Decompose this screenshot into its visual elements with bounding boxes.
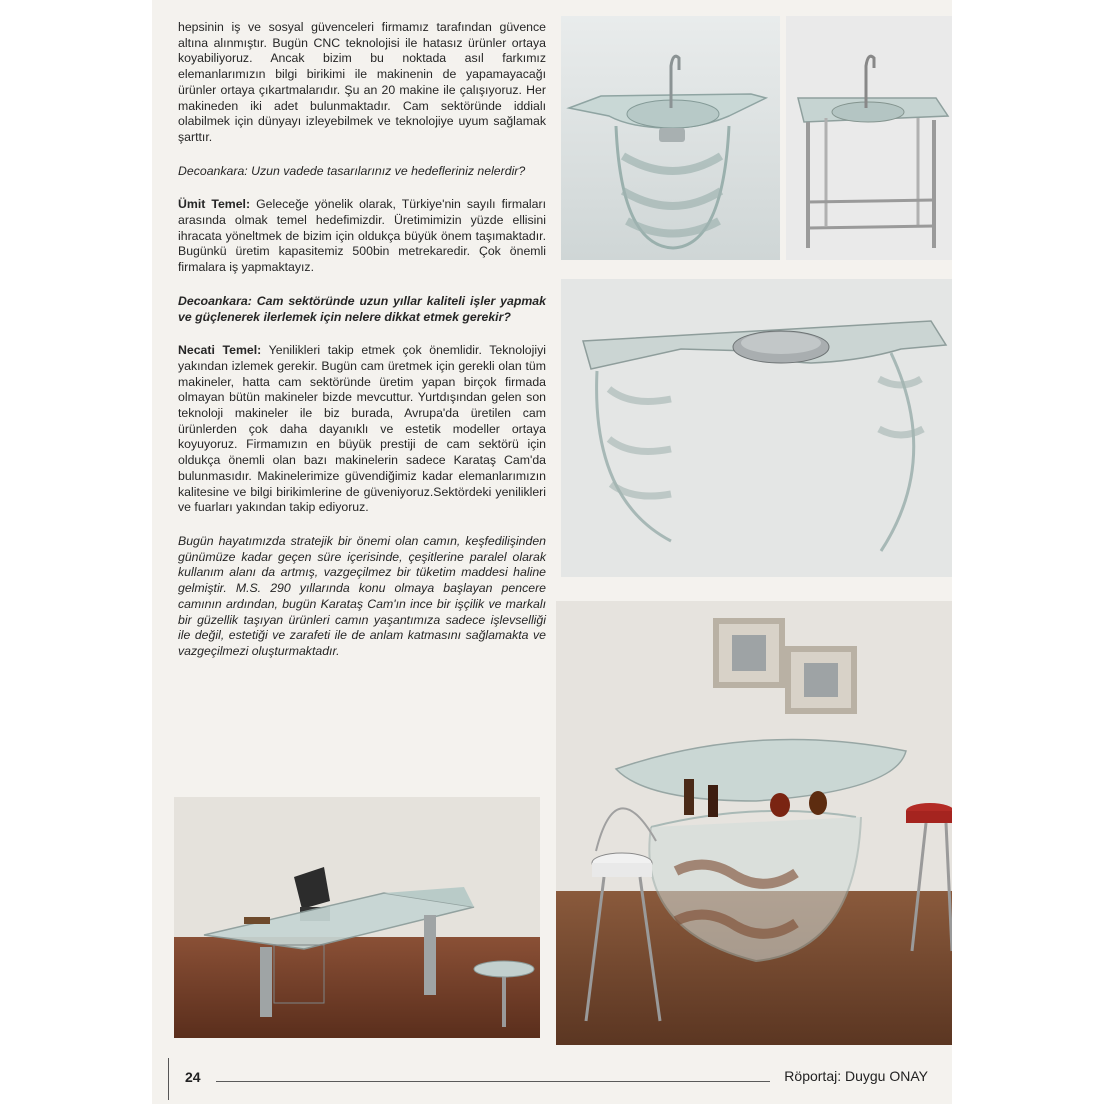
glass-sink-frame-illustration bbox=[786, 16, 952, 260]
interview-credit: Röportaj: Duygu ONAY bbox=[784, 1068, 928, 1084]
answer-2 bbox=[178, 343, 546, 516]
glass-counter-illustration bbox=[561, 279, 952, 577]
page-number: 24 bbox=[185, 1069, 201, 1085]
article-text-column bbox=[178, 20, 546, 678]
question-2: Decoankara: Cam sektöründe uzun yıllar kaliteli işler yapmak ve güçlenerek ilerlemek için nelere dikkat etmek gerekir? bbox=[178, 293, 546, 324]
photo-glass-bar bbox=[556, 601, 952, 1045]
question-1: Decoankara: Uzun vadede tasarılarınız ve hedefleriniz nelerdir? bbox=[178, 163, 526, 178]
paragraph-1: hepsinin iş ve sosyal güvenceleri firmamız tarafından güvence altına alınmıştır. Bugün CNC teknolojisi ile hatasız ürünler ortaya koyabiliyoruz. Ancak bizim bu noktada asıl farkımız elemanlarımızın bilgi birikimi ile makinenin de yapamayacağı ürünler ortaya çıkartmalarıdır. Şu an 20 makine ile çalışıyoruz. Her makineden iki adet bulunmaktadır. Cam sektöründe iddialı olabilmek için dünyayı izleyebilmek ve teknolojiye uyum sağlamak şarttır. bbox=[178, 20, 546, 144]
glass-bar-illustration bbox=[556, 601, 952, 1045]
photo-glass-counter-sink bbox=[561, 279, 952, 577]
answer-1-text: Geleceğe yönelik olarak, Türkiye'nin sayılı firmaları arasında olmak temel hedefimizdir. Üretimimizin yüzde ellisini ihracata yöneltmek de bizim için oldukça büyük önem taşımaktadır. Bugünkü üretim kapasitemiz 500bin metrekaredir. Çok önemli firmalara iş yapmaktayız. bbox=[178, 197, 546, 275]
photo-glass-office-desk bbox=[174, 797, 540, 1038]
speaker-umit-temel: Ümit Temel: bbox=[178, 197, 251, 212]
closing-paragraph: Bugün hayatımızda stratejik bir önemi olan camın, keşfedilişinden günümüze kadar geçen süre içerisinde, çeşitlerine paralel olarak kullanım alanı da artmış, vazgeçilmez bir tüketim maddesi haline gelmiştir. M.S. 290 yıllarında konu olmaya başlayan pencere camının ardından, bugün Karataş Cam'ın ince bir işçilik ve markalı bir güzellik taşıyan ürünleri camın yaşantımıza sadece işlevselliği ile değil, estetiği ve zarafeti ile de anlam katmasını sağlamakta ve vazgeçilmezi oluşturmaktadır. bbox=[178, 533, 546, 658]
photo-glass-sink-frame bbox=[786, 16, 952, 260]
answer-2-text: Yenilikleri takip etmek çok önemlidir. Teknolojiyi yakından izlemek gerekir. Bugün cam üretmek için gerekli olan tüm makineler, hatta cam sektöründe üretim yapan birçok firmada olmayan bütün makineler bizde mevcuttur. Yurtdışından gelen son teknoloji makineler ile biz burada, Avrupa'da üretilen cam ürünlerden çok daha dayanıklı ve estetik modeller ortaya koyuyoruz. Firmamızın en büyük prestiji de cam sektörü için oldukça önemli olan bazı makinelerin sadece Karataş Cam'da bulunmasıdır. Makinelerimize güvendiğimiz kadar elemanlarımızın kalitesine ve bilgi birikimlerine de güveniyoruz.Sektördeki yenilikleri ve fuarları yakından takip ediyoruz. bbox=[178, 343, 546, 515]
answer-1 bbox=[178, 197, 546, 276]
speaker-necati-temel: Necati Temel: bbox=[178, 343, 262, 358]
glass-sink-curved-illustration bbox=[561, 16, 780, 260]
footer-rule bbox=[216, 1081, 770, 1082]
margin-rule bbox=[168, 1058, 169, 1100]
office-desk-illustration bbox=[174, 797, 540, 1038]
photo-glass-sink-curved bbox=[561, 16, 780, 260]
